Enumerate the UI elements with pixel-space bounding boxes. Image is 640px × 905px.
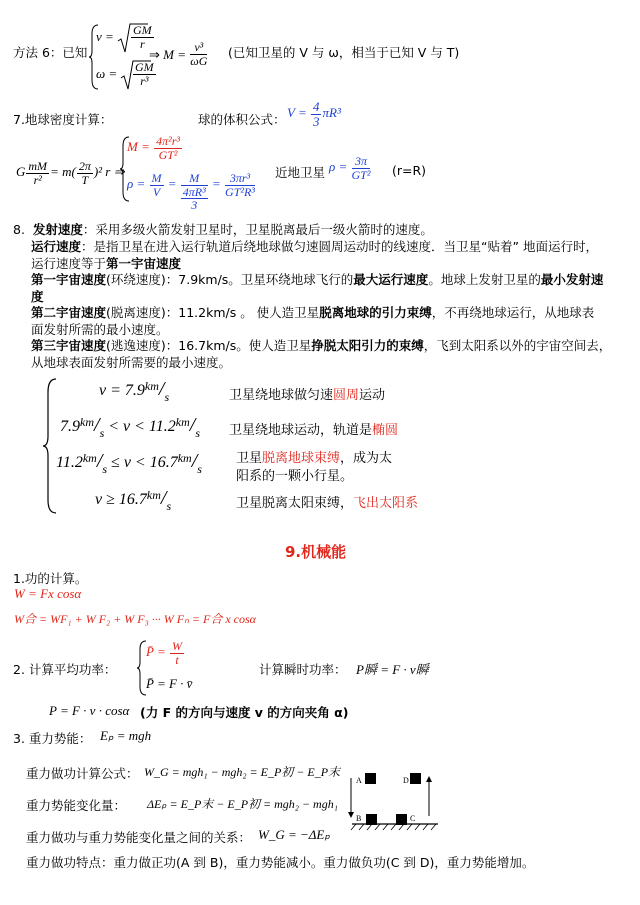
gravity-work-feature: 重力做功特点：重力做正功(A 到 B)，重力势能减小。重力做负功(C 到 D)，重力势能增加。 xyxy=(26,855,535,870)
block-c xyxy=(396,814,407,825)
velocity-row4-text: 卫星脱离太阳束缚，飞出太阳系 xyxy=(236,496,419,511)
gpe-formula: Eₚ = mgh xyxy=(100,728,152,743)
relation-formula: W_G = −ΔEₚ xyxy=(258,827,330,842)
work-label: 1.功的计算。 xyxy=(13,571,88,586)
second-line1: 第二宇宙速度(脱离速度)：11.2km/s 。 使人造卫星脱离地球的引力束缚，不再绕地球运行，从地球表 xyxy=(31,305,595,320)
gravity-work-formula: W_G = mgh₁ − mgh₂ = E_P初 − E_P末 xyxy=(144,765,341,779)
label-d: D xyxy=(403,776,409,785)
run-line1: 运行速度：是指卫星在进入运行轨道后绕地球做匀速圆周运动时的线速度．当卫星“贴着” 地面运行时， xyxy=(31,239,598,254)
rho-formula: ρ = $\frac{M}{V}$ = M 4πR³ 3 = $\frac{\text{3πr³}}{\text{GT²R³}}$ xyxy=(127,171,255,213)
avg-power-label: 2. 计算平均功率： xyxy=(13,662,117,677)
ground-hatch xyxy=(351,824,436,830)
second-line2: 面发射所需的最小速度。 xyxy=(31,322,169,337)
gravity-formula: G $\frac{mM}{\text{r²}}$ = m( $\frac{2\pi}{T}$ )² r ⇒ xyxy=(16,159,125,187)
method6-v-formula: v = $\frac{GM}{r}$ xyxy=(96,23,152,51)
near-formula: ρ = $\frac{3\pi}{\text{GT²}}$ xyxy=(329,154,371,182)
power-note: (力 F 的方向与速度 v 的方向夹角 α) xyxy=(140,705,349,720)
velocity-row4-math: $v \ge 16.7^{km}/_s$ xyxy=(95,487,172,513)
inst-power-formula: P瞬 = F · v瞬 xyxy=(356,662,429,677)
velocity-row2-text: 卫星绕地球运动，轨道是椭圆 xyxy=(229,423,399,438)
run-line2: 运行速度等于第一宇宙速度 xyxy=(31,256,182,271)
relation-label: 重力做功与重力势能变化量之间的关系： xyxy=(26,830,252,845)
velocity-brace xyxy=(42,378,58,514)
velocity-row1-math: $v = 7.9^{km}/_s$ xyxy=(99,378,170,404)
launch-line: 8. 发射速度：采用多级火箭发射卫星时，卫星脱离最后一级火箭时的速度。 xyxy=(13,222,433,237)
gravity-work-diagram xyxy=(346,768,446,832)
work-formula: W = Fx cosα xyxy=(14,586,82,601)
density-label: 7.地球密度计算： xyxy=(13,112,113,127)
gravity-work-label: 重力做功计算公式： xyxy=(26,766,139,781)
third-line2: 从地球表面发射所需要的最小速度。 xyxy=(31,355,232,370)
avg-power-formula2: P̄ = F · v̄ xyxy=(146,676,193,691)
gpe-change-formula: ΔEₚ = E_P末 − E_P初 = mgh₂ − mgh₁ xyxy=(147,797,338,811)
first-line1: 第一宇宙速度(环绕速度)：7.9km/s。卫星环绕地球飞行的最大运行速度。地球上发射卫星的最小发射速 xyxy=(31,272,604,287)
power-general-formula: P = F · v · cosα xyxy=(49,703,130,718)
velocity-row3-text-c: 阳系的一颗小行星。 xyxy=(236,469,354,484)
gpe-change-label: 重力势能变化量： xyxy=(26,798,127,813)
total-work-formula: W合 = WF₁ + W F₂ + W F₃ ··· W Fₙ = F合 x cosα xyxy=(14,612,256,626)
near-label: 近地卫星 xyxy=(275,165,326,180)
block-b xyxy=(366,814,377,825)
method6-w-formula: ω = $\frac{GM}{\text{r³}}$ xyxy=(96,60,154,88)
method6-m-formula: ⇒ M = $\frac{\text{v³}}{\omega G}$ xyxy=(149,40,208,68)
volume-formula: V = $\frac{4}{3}$ πR³ xyxy=(287,99,341,129)
near-note: (r=R) xyxy=(392,163,427,178)
mass-formula: M = $\frac{\text{4π²r³}}{\text{GT²}}$ xyxy=(127,134,180,162)
label-b: B xyxy=(356,814,362,823)
label-c: C xyxy=(410,814,416,823)
velocity-row2-math: $7.9^{km}/_s < v < 11.2^{km}/_s$ xyxy=(60,414,200,440)
third-line1: 第三宇宙速度(逃逸速度)：16.7km/s。使人造卫星挣脱太阳引力的束缚，飞到太阳系以外的宇宙空间去， xyxy=(31,338,612,353)
block-a xyxy=(365,773,376,784)
avg-power-formula1: P̄ = $\frac{W}{t}$ xyxy=(146,639,182,667)
inst-power-label: 计算瞬时功率： xyxy=(259,662,347,677)
velocity-row3-math: $11.2^{km}/_s \le v < 16.7^{km}/_s$ xyxy=(56,450,202,476)
section9-title: 9.机械能 xyxy=(285,543,347,561)
block-d xyxy=(410,773,421,784)
first-line2: 度 xyxy=(31,289,44,304)
volume-label: 球的体积公式： xyxy=(198,112,286,127)
label-a: A xyxy=(356,776,362,785)
velocity-row3-text-a: 卫星脱离地球束缚，成为太 xyxy=(236,451,393,466)
method6-note: (已知卫星的 V 与 ω，相当于已知 V 与 T) xyxy=(228,45,460,60)
gpe-label: 3. 重力势能： xyxy=(13,731,92,746)
velocity-row1-text: 卫星绕地球做匀速圆周运动 xyxy=(229,388,386,403)
method6-label: 方法 6：已知 xyxy=(13,45,88,60)
